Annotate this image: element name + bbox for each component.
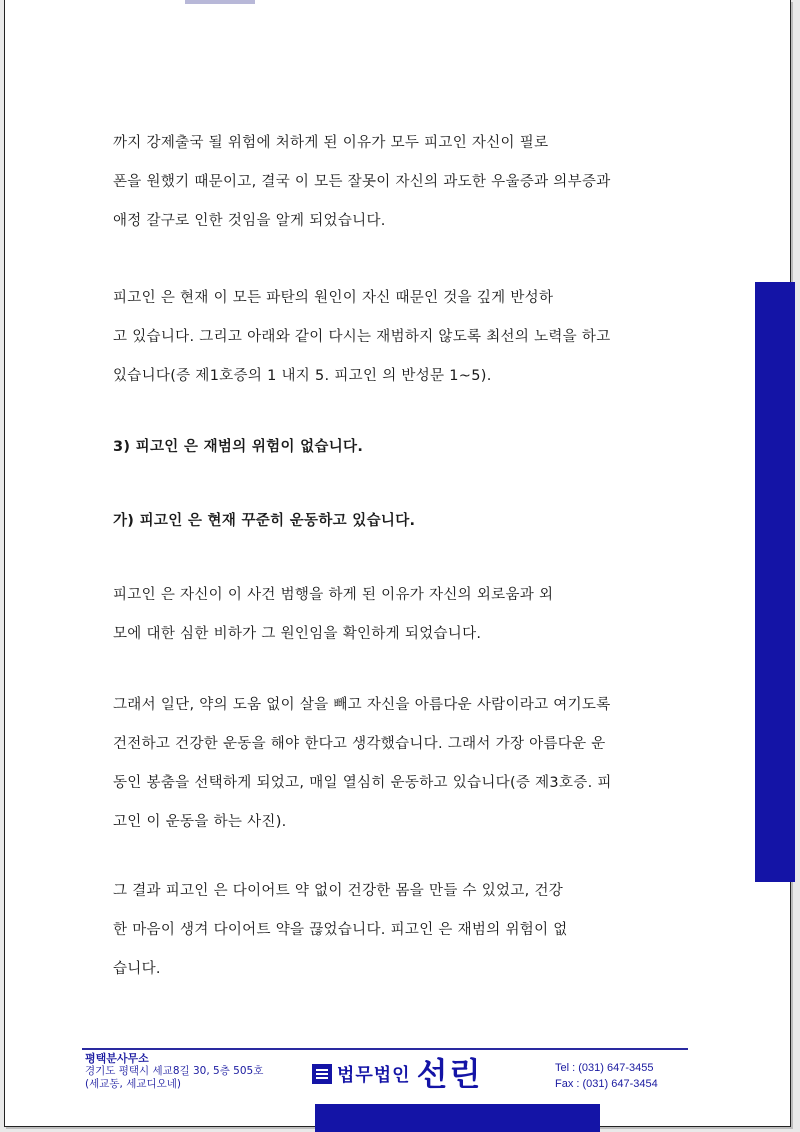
section-heading-3 xyxy=(113,428,688,467)
paragraph-2 xyxy=(113,279,688,396)
office-address-line2: (세교동, 세교디오네) xyxy=(85,1078,182,1090)
footer-rule xyxy=(82,1048,688,1050)
office-name: 평택분사무소 xyxy=(85,1052,149,1065)
text-line: 피고인 은 자신이 이 사건 범행을 하게 된 이유가 자신의 외로움과 외 xyxy=(113,587,554,603)
paragraph-6 xyxy=(113,686,688,842)
subsection-heading-ga xyxy=(113,502,688,541)
top-decorative-bar xyxy=(185,0,255,4)
heading-text: 3) 피고인 은 재범의 위험이 없습니다. xyxy=(113,439,364,455)
text-line: 습니다. xyxy=(113,961,161,977)
paragraph-1 xyxy=(113,124,688,241)
text-line: 그 결과 피고인 은 다이어트 약 없이 건강한 몸을 만들 수 있었고, 건강 xyxy=(113,883,564,899)
phone-number: Tel : (031) 647-3455 xyxy=(555,1062,654,1074)
text-line: 한 마음이 생겨 다이어트 약을 끊었습니다. 피고인 은 재범의 위험이 없 xyxy=(113,922,568,938)
text-line: 모에 대한 심한 비하가 그 원인임을 확인하게 되었습니다. xyxy=(113,626,482,642)
text-line: 동인 봉춤을 선택하게 되었고, 매일 열심히 운동하고 있습니다(증 제3호증. 피 xyxy=(113,775,612,791)
office-address-line1: 경기도 평택시 세교8길 30, 5층 505호 xyxy=(85,1065,264,1077)
firm-logo xyxy=(312,1054,482,1094)
fax-number: Fax : (031) 647-3454 xyxy=(555,1078,658,1090)
text-line: 건전하고 건강한 운동을 해야 한다고 생각했습니다. 그래서 가장 아름다운 운 xyxy=(113,736,606,752)
text-line: 애정 갈구로 인한 것임을 알게 되었습니다. xyxy=(113,213,386,229)
contact-info xyxy=(555,1060,658,1092)
firm-prefix: 법무법인 xyxy=(337,1065,411,1086)
text-line: 피고인 은 현재 이 모든 파탄의 원인이 자신 때문인 것을 깊게 반성하 xyxy=(113,290,554,306)
text-line: 폰을 원했기 때문이고, 결국 이 모든 잘못이 자신의 과도한 우울증과 의부증과 xyxy=(113,174,611,190)
text-line: 그래서 일단, 약의 도움 없이 살을 빼고 자신을 아름다운 사람이라고 여기도록 xyxy=(113,697,611,713)
firm-emblem-icon xyxy=(312,1064,332,1084)
office-info xyxy=(85,1052,263,1091)
paragraph-7 xyxy=(113,872,688,989)
footer-decorative-bar xyxy=(315,1104,600,1132)
firm-name: 선린 xyxy=(416,1055,483,1093)
paragraph-5 xyxy=(113,576,688,654)
heading-text: 가) 피고인 은 현재 꾸준히 운동하고 있습니다. xyxy=(113,513,416,529)
text-line: 있습니다(증 제1호증의 1 내지 5. 피고인 의 반성문 1~5). xyxy=(113,368,492,384)
text-line: 고 있습니다. 그리고 아래와 같이 다시는 재범하지 않도록 최선의 노력을 하고 xyxy=(113,329,611,345)
text-line: 까지 강제출국 될 위험에 처하게 된 이유가 모두 피고인 자신이 필로 xyxy=(113,135,549,151)
text-line: 고인 이 운동을 하는 사진). xyxy=(113,814,287,830)
side-decorative-bar xyxy=(755,282,795,882)
